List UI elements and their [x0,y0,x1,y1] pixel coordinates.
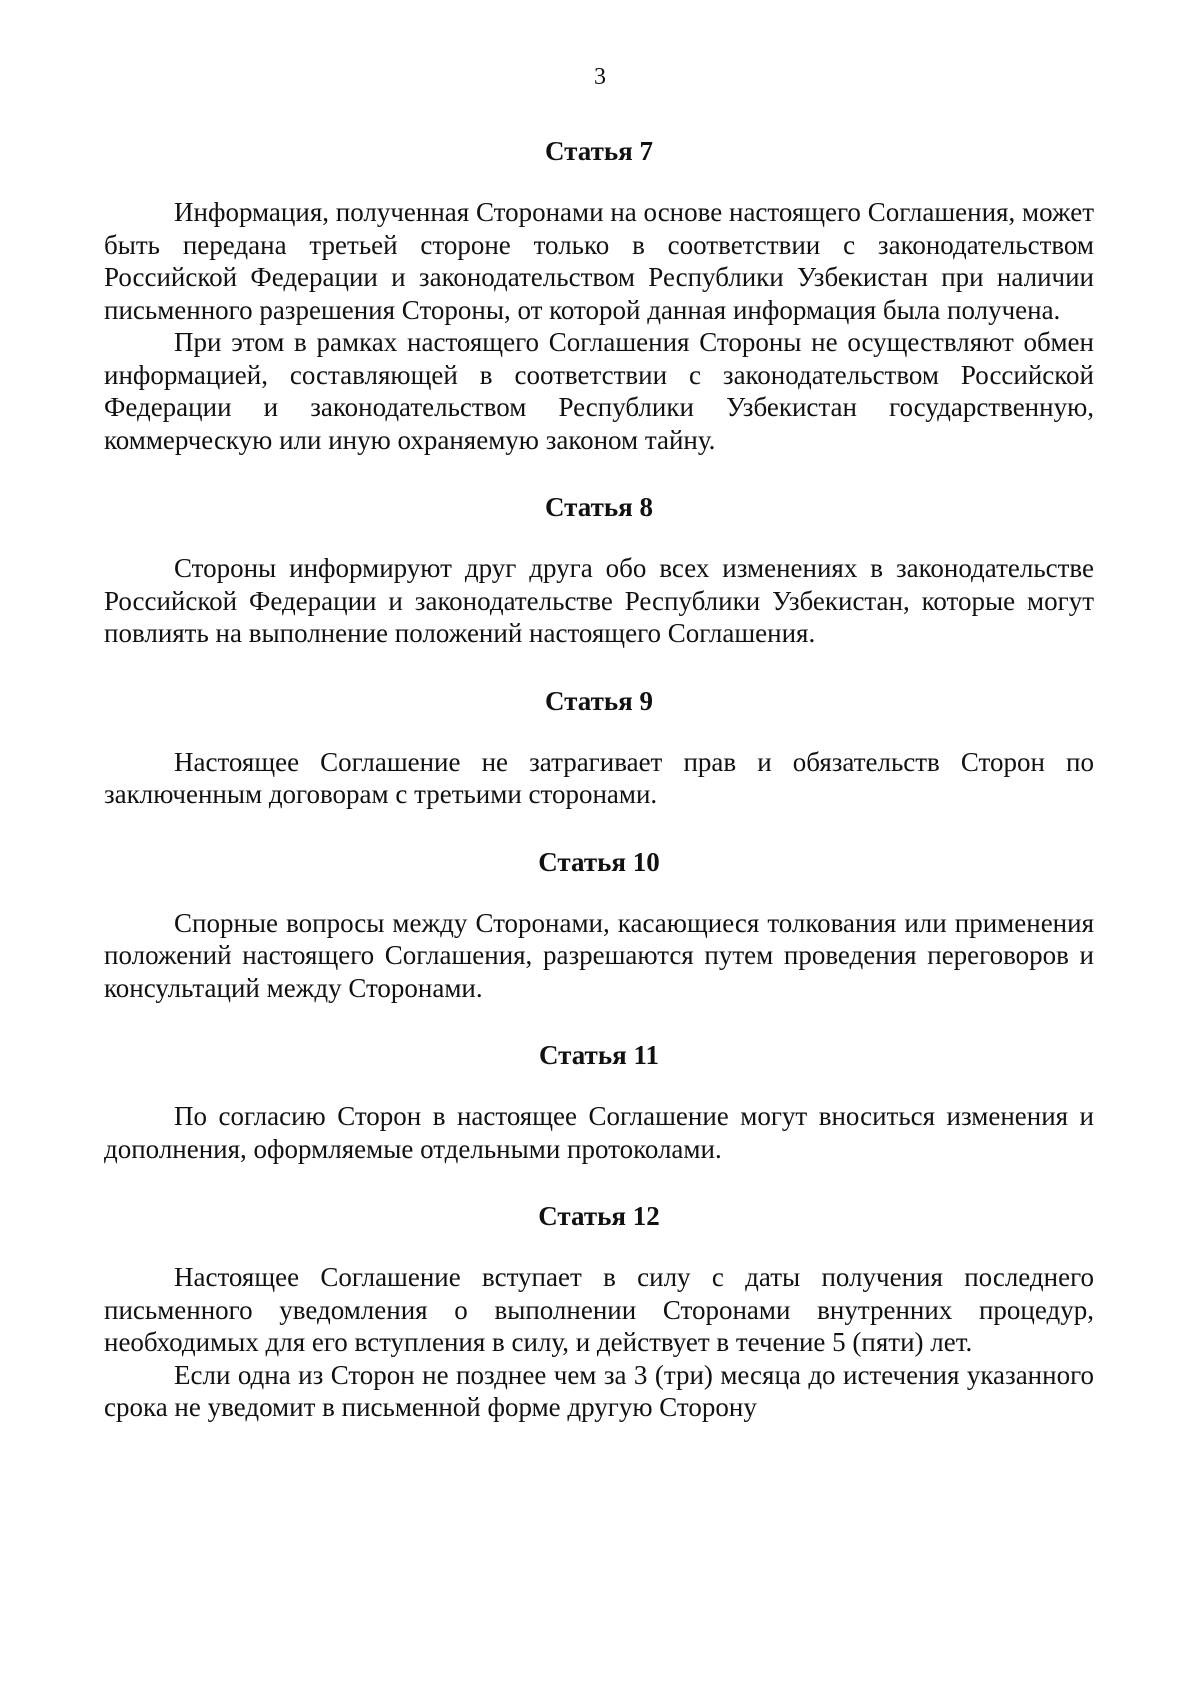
article-title: Статья 9 [545,685,653,716]
article-10 [104,845,1094,1005]
article-7 [104,134,1094,456]
article-paragraph: Настоящее Соглашение вступает в силу с даты получения последнего письменного уведомления о выполнении Сторонами внутренних процедур, необходимых для его вступления в силу, и действует в течение 5 (пяти) лет. [104,1262,1094,1357]
article-title: Статья 12 [538,1201,660,1231]
article-title: Статья 7 [545,136,653,166]
article-paragraph: Информация, полученная Сторонами на основе настоящего Соглашения, может быть передана третьей стороне только в соответствии с законодательством Российской Федерации и законодательством Республики Узбекистан при наличии письменного разрешения Стороны, от которой данная информация была получена. [104,197,1094,325]
page-number: 3 [594,64,606,90]
article-title: Статья 10 [538,846,660,877]
article-title: Статья 8 [545,492,653,522]
article-12 [104,1199,1094,1424]
article-paragraph: Настоящее Соглашение не затрагивает прав и обязательств Сторон по заключенным договорам с третьими сторонами. [104,746,1094,809]
article-paragraph: Спорные вопросы между Сторонами, касающиеся толкования или применения положений настоящего Соглашения, разрешаются путем проведения переговоров и консультаций между Сторонами. [104,907,1094,1003]
document-body [104,134,1094,1424]
article-title: Статья 11 [539,1040,659,1070]
article-9 [104,684,1094,811]
article-11 [104,1038,1094,1165]
article-paragraph: При этом в рамках настоящего Соглашения Стороны не осуществляют обмен информацией, составляющей в соответствии с законодательством Российской Федерации и законодательством Республики Узбекистан государственную, коммерческую или иную охраняемую законом тайну. [104,327,1094,455]
article-paragraph: Стороны информируют друг друга обо всех изменениях в законодательстве Российской Федерации и законодательстве Республики Узбекистан, которые могут повлиять на выполнение положений настоящего Соглашения. [104,553,1094,648]
article-paragraph: Если одна из Сторон не позднее чем за 3 (три) месяца до истечения указанного срока не уведомит в письменной форме другую Сторону [104,1359,1094,1422]
article-8 [104,490,1094,650]
article-paragraph: По согласию Сторон в настоящее Соглашение могут вноситься изменения и дополнения, оформляемые отдельными протоколами. [104,1101,1094,1164]
